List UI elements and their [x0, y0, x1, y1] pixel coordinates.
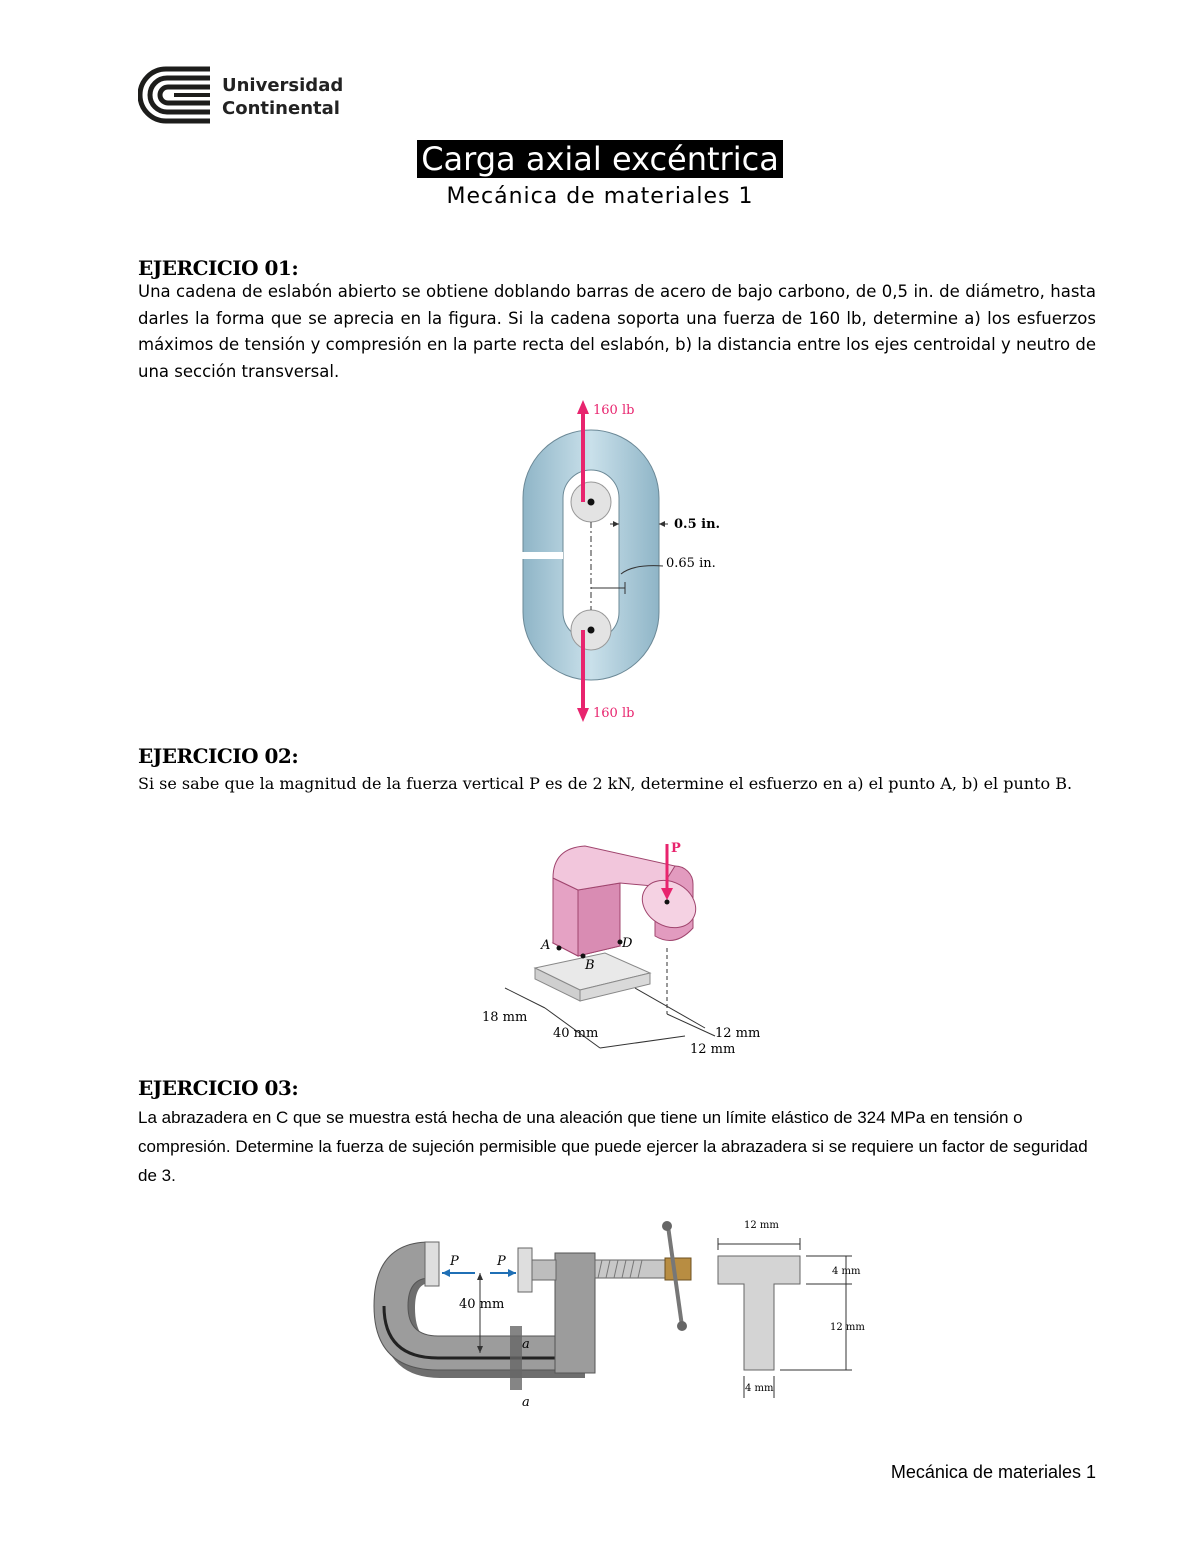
- exercise-2-text: Si se sabe que la magnitud de la fuerza vertical P es de 2 kN, determine el esfuerzo en a) el punto A, b) el punto B.: [138, 774, 1073, 793]
- dim-12a-label: 12 mm: [715, 1026, 761, 1041]
- force-label-bottom: 160 lb: [593, 706, 635, 721]
- logo-line-1: Universidad: [222, 75, 344, 96]
- section-a-top-label: a: [522, 1337, 530, 1352]
- chain-link-figure: [505, 398, 765, 728]
- title-block: [0, 140, 1200, 178]
- exercise-3-text: La abrazadera en C que se muestra está hecha de una aleación que tiene un límite elástico de 324 MPa en tensión o compresión. Determine la fuerza de sujeción permisible que puede ejercer la abrazadera si se requiere un factor de seguridad de 3.: [138, 1108, 1088, 1185]
- t-width-label: 12 mm: [744, 1220, 779, 1231]
- dim-diameter-label: 0.5 in.: [674, 517, 721, 532]
- force-label-top: 160 lb: [593, 403, 635, 418]
- dim-12b-label: 12 mm: [690, 1042, 736, 1057]
- page-footer: Mecánica de materiales 1: [890, 1462, 1096, 1482]
- p-left-label: P: [450, 1254, 459, 1269]
- page-subtitle: Mecánica de materiales 1: [446, 184, 754, 209]
- exercise-2-heading: EJERCICIO 02:: [138, 744, 299, 768]
- t-section-figure: [710, 1230, 870, 1405]
- t-flange-label: 4 mm: [832, 1266, 861, 1277]
- t-shape: [718, 1256, 800, 1370]
- point-a-label: A: [541, 938, 551, 953]
- dim-40-label: 40 mm: [553, 1026, 599, 1041]
- point-b-label: B: [585, 958, 595, 973]
- exercise-1-heading: EJERCICIO 01:: [138, 256, 299, 280]
- logo-line-2: Continental: [222, 98, 340, 119]
- logo-text: [222, 74, 343, 120]
- exercise-3-heading: EJERCICIO 03:: [138, 1076, 299, 1100]
- p-right-label: P: [497, 1254, 506, 1269]
- dim-radius-label: 0.65 in.: [666, 556, 716, 571]
- page-title: Carga axial excéntrica: [417, 140, 783, 178]
- link-gap: [517, 552, 563, 559]
- section-a-bottom-label: a: [522, 1395, 530, 1410]
- exercise-1-text: Una cadena de eslabón abierto se obtiene doblando barras de acero de bajo carbono, de 0,5 in. de diámetro, hasta darles la forma que se aprecia en la figura. Si la cadena soporta una fuerza de 160 lb, determine a) los esfuerzos máximos de tensión y compresión en la parte recta del eslabón, b) la distancia entre los ejes centroidal y neutro de una sección transversal.: [138, 282, 1096, 381]
- c-clamp-figure: [370, 1218, 700, 1413]
- t-web-label: 4 mm: [745, 1383, 774, 1394]
- load-label: P: [671, 841, 681, 856]
- university-logo: [138, 66, 344, 126]
- subtitle-block: [0, 184, 1200, 209]
- logo-c-icon: [138, 66, 214, 124]
- clamp-dim-40-label: 40 mm: [459, 1297, 505, 1312]
- point-d-label: D: [622, 936, 633, 951]
- dim-18-label: 18 mm: [482, 1010, 528, 1025]
- t-stem-label: 12 mm: [830, 1322, 865, 1333]
